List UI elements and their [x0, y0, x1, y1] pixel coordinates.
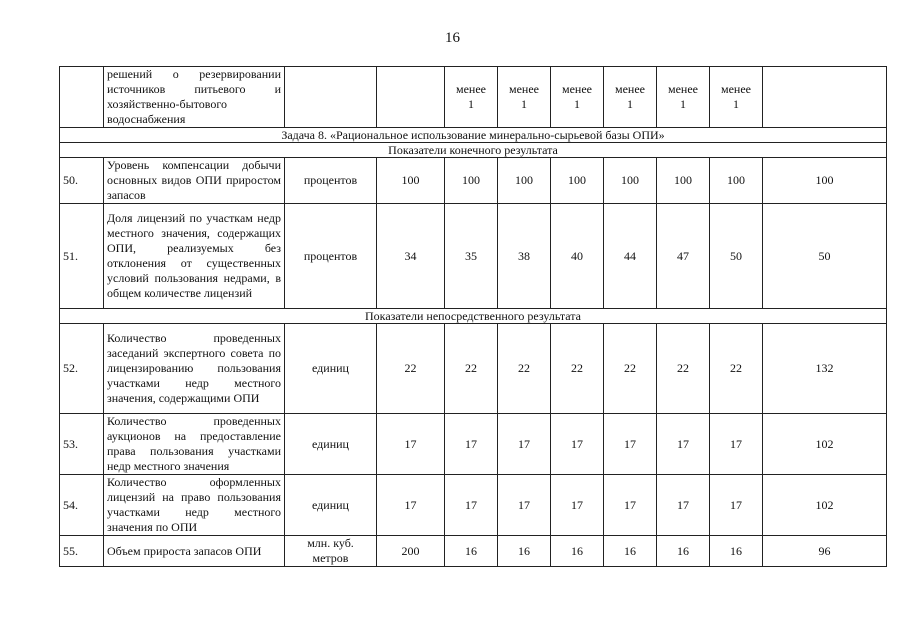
unit-cell: процентов — [285, 204, 377, 309]
total-cell: 102 — [763, 414, 887, 475]
table-row — [60, 536, 887, 567]
task-title: Задача 8. «Рациональное использование минерально-сырьевой базы ОПИ» — [60, 128, 887, 143]
value-cell: 22 — [377, 324, 445, 414]
value-cell: 100 — [498, 158, 551, 204]
unit-cell: единиц — [285, 475, 377, 536]
indicator-name-cell: Объем прироста запасов ОПИ — [104, 536, 285, 567]
value-cell: 17 — [710, 414, 763, 475]
value-cell: 16 — [604, 536, 657, 567]
value-cell: менее 1 — [604, 67, 657, 128]
row-number-cell: 53. — [60, 414, 104, 475]
value-cell: 22 — [498, 324, 551, 414]
value-cell: 17 — [604, 414, 657, 475]
value-cell: 47 — [657, 204, 710, 309]
section-heading-row — [60, 309, 887, 324]
value-cell: 34 — [377, 204, 445, 309]
unit-cell: процентов — [285, 158, 377, 204]
indicator-name-cell: Количество оформленных лицензий на право пользования участками недр местного значения по ОПИ — [104, 475, 285, 536]
value-cell: 22 — [657, 324, 710, 414]
value-cell: 22 — [710, 324, 763, 414]
value-cell: 22 — [551, 324, 604, 414]
table-row — [60, 204, 887, 309]
total-cell: 102 — [763, 475, 887, 536]
total-cell: 132 — [763, 324, 887, 414]
value-cell: 38 — [498, 204, 551, 309]
unit-cell: единиц — [285, 414, 377, 475]
value-cell: 35 — [445, 204, 498, 309]
indicator-name-cell: Уровень компенсации добычи основных видов ОПИ приростом запасов — [104, 158, 285, 204]
indicator-name-cell: решений о резервировании источников питьевого и хозяйственно-бытового водоснабжения — [104, 67, 285, 128]
value-cell: 16 — [498, 536, 551, 567]
table-row — [60, 158, 887, 204]
row-number-cell: 52. — [60, 324, 104, 414]
value-cell: 100 — [710, 158, 763, 204]
value-cell: менее 1 — [551, 67, 604, 128]
total-cell: 96 — [763, 536, 887, 567]
section-final-title: Показатели конечного результата — [60, 143, 887, 158]
table-row-continued — [60, 67, 887, 128]
value-cell: 17 — [498, 414, 551, 475]
row-number-cell — [60, 67, 104, 128]
value-cell: 22 — [445, 324, 498, 414]
value-cell: 17 — [710, 475, 763, 536]
value-cell: менее 1 — [445, 67, 498, 128]
row-number-cell: 51. — [60, 204, 104, 309]
value-cell: 50 — [710, 204, 763, 309]
value-cell: 17 — [657, 475, 710, 536]
row-number-cell: 54. — [60, 475, 104, 536]
value-cell: 17 — [445, 475, 498, 536]
section-heading-row — [60, 143, 887, 158]
base-value-cell — [377, 67, 445, 128]
value-cell: 100 — [377, 158, 445, 204]
value-cell: 16 — [551, 536, 604, 567]
value-cell: 100 — [445, 158, 498, 204]
value-cell: 17 — [551, 414, 604, 475]
value-cell: менее 1 — [710, 67, 763, 128]
value-cell: менее 1 — [657, 67, 710, 128]
unit-cell: единиц — [285, 324, 377, 414]
section-direct-title: Показатели непосредственного результата — [60, 309, 887, 324]
value-cell: 100 — [604, 158, 657, 204]
value-cell: 100 — [551, 158, 604, 204]
indicator-name-cell: Количество проведенных заседаний экспертного совета по лицензированию пользования участками недр местного значения, содержащими ОПИ — [104, 324, 285, 414]
value-cell: 16 — [445, 536, 498, 567]
indicator-name-cell: Доля лицензий по участкам недр местного значения, содержащих ОПИ, реализуемых без отклонения от существенных условий пользования недрами, в общем количестве лицензий — [104, 204, 285, 309]
value-cell: 17 — [445, 414, 498, 475]
value-cell: 200 — [377, 536, 445, 567]
total-cell: 50 — [763, 204, 887, 309]
value-cell: 17 — [604, 475, 657, 536]
page-number: 16 — [445, 30, 460, 46]
value-cell: 17 — [551, 475, 604, 536]
table-row — [60, 414, 887, 475]
value-cell: 44 — [604, 204, 657, 309]
value-cell: 40 — [551, 204, 604, 309]
row-number-cell: 50. — [60, 158, 104, 204]
total-cell — [763, 67, 887, 128]
value-cell: 16 — [657, 536, 710, 567]
total-cell: 100 — [763, 158, 887, 204]
value-cell: менее 1 — [498, 67, 551, 128]
unit-cell: млн. куб. метров — [285, 536, 377, 567]
value-cell: 100 — [657, 158, 710, 204]
value-cell: 17 — [657, 414, 710, 475]
task-heading-row — [60, 128, 887, 143]
value-cell: 16 — [710, 536, 763, 567]
indicator-name-cell: Количество проведенных аукционов на предоставление права пользования участками недр местного значения — [104, 414, 285, 475]
value-cell: 17 — [377, 414, 445, 475]
unit-cell — [285, 67, 377, 128]
table-row — [60, 475, 887, 536]
value-cell: 22 — [604, 324, 657, 414]
value-cell: 17 — [498, 475, 551, 536]
value-cell: 17 — [377, 475, 445, 536]
table-row — [60, 324, 887, 414]
row-number-cell: 55. — [60, 536, 104, 567]
indicators-table — [59, 66, 887, 567]
